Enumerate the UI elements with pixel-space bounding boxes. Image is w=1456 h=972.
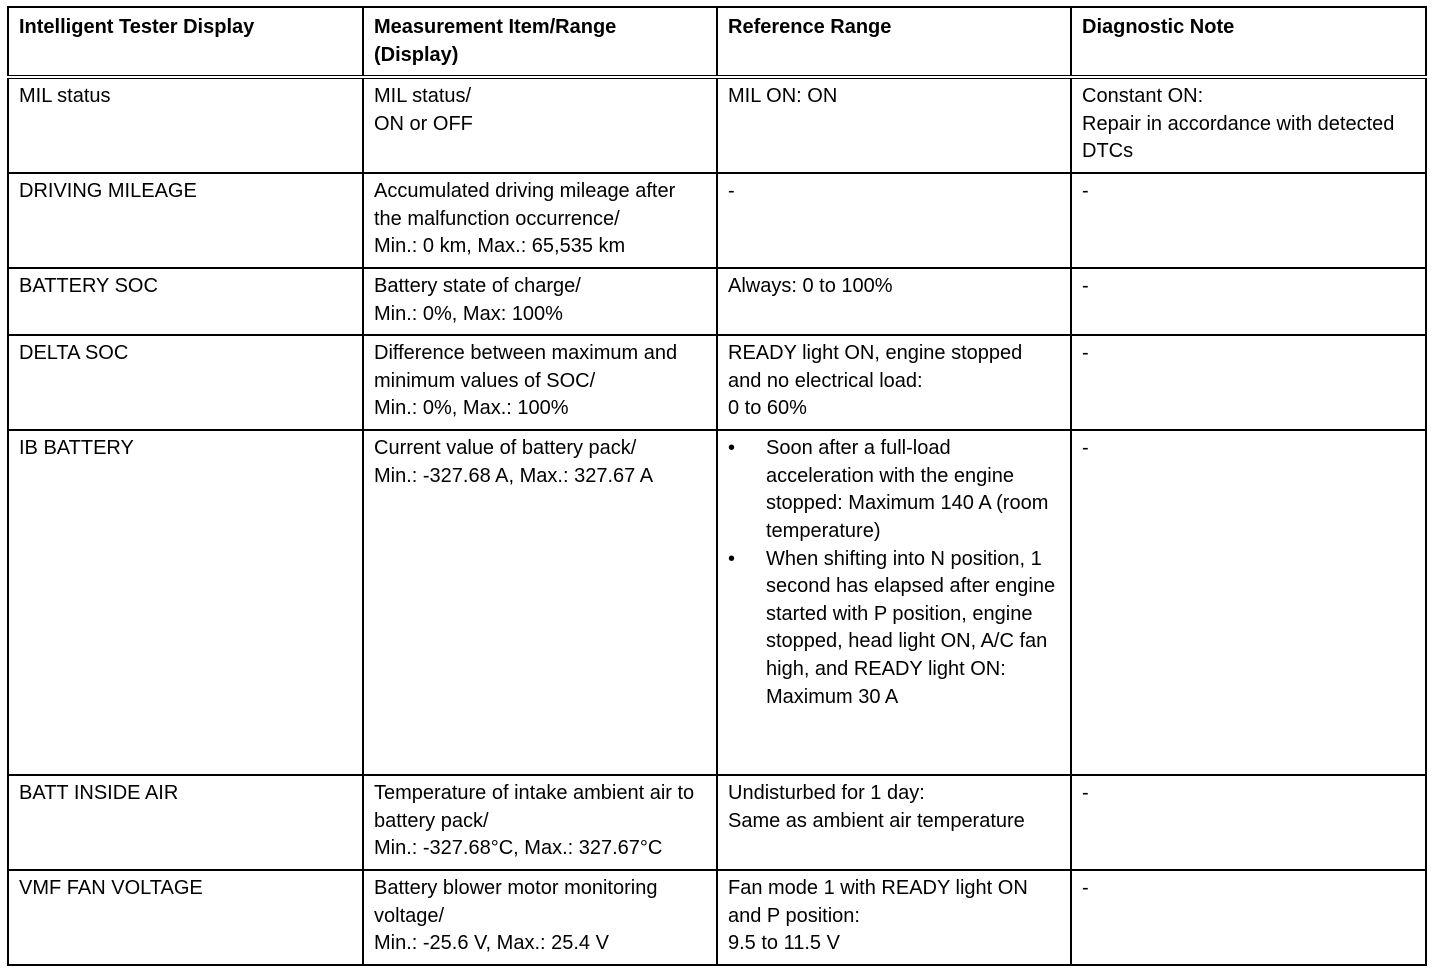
reference-line: MIL ON: ON bbox=[728, 85, 838, 108]
header-measurement-range: Measurement Item/Range (Display) bbox=[363, 7, 717, 77]
note-line: - bbox=[1082, 877, 1089, 900]
measurement-line: Min.: 0%, Max.: 100% bbox=[374, 397, 569, 420]
measurement-line: Min.: -327.68°C, Max.: 327.67°C bbox=[374, 837, 663, 860]
note-line: - bbox=[1082, 782, 1089, 805]
bullet-text: When shifting into N position, 1 second has elapsed after engine started with P position, engine stopped, head light ON, A/C fan high, and READY light ON: Maximum 30 A bbox=[766, 547, 1056, 708]
data-list-table bbox=[7, 6, 1427, 966]
measurement-line: Difference between maximum and minimum values of SOC/ bbox=[374, 342, 678, 392]
cell-reference bbox=[717, 173, 1071, 268]
note-line: Repair in accordance with detected DTCs bbox=[1082, 112, 1395, 163]
measurement-line: Current value of battery pack/ bbox=[374, 437, 637, 460]
cell-display: DRIVING MILEAGE bbox=[8, 173, 363, 268]
cell-measurement bbox=[363, 775, 717, 870]
cell-measurement bbox=[363, 268, 717, 335]
reference-line: - bbox=[728, 179, 735, 202]
cell-display: MIL status bbox=[8, 77, 363, 173]
table-header-row bbox=[8, 7, 1426, 77]
cell-measurement bbox=[363, 335, 717, 430]
cell-measurement bbox=[363, 77, 717, 173]
cell-note bbox=[1071, 268, 1426, 335]
reference-line: 9.5 to 11.5 V bbox=[728, 932, 840, 955]
measurement-line: ON or OFF bbox=[374, 112, 473, 135]
table-row bbox=[8, 173, 1426, 268]
cell-reference bbox=[717, 77, 1071, 173]
reference-line: 0 to 60% bbox=[728, 397, 807, 420]
list-item bbox=[728, 435, 1060, 545]
cell-display: IB BATTERY bbox=[8, 430, 363, 775]
measurement-line: Accumulated driving mileage after the malfunction occurrence/ bbox=[374, 179, 676, 230]
note-line: - bbox=[1082, 179, 1089, 202]
cell-reference bbox=[717, 268, 1071, 335]
table-row bbox=[8, 77, 1426, 173]
cell-note bbox=[1071, 870, 1426, 965]
measurement-line: Temperature of intake ambient air to battery pack/ bbox=[374, 782, 695, 832]
reference-line: READY light ON, engine stopped and no electrical load: bbox=[728, 342, 1023, 392]
header-reference-range: Reference Range bbox=[717, 7, 1071, 77]
table-row bbox=[8, 430, 1426, 775]
cell-reference bbox=[717, 775, 1071, 870]
cell-measurement bbox=[363, 173, 717, 268]
reference-line: Fan mode 1 with READY light ON and P position: bbox=[728, 877, 1028, 927]
cell-measurement bbox=[363, 870, 717, 965]
cell-note bbox=[1071, 430, 1426, 775]
cell-display: DELTA SOC bbox=[8, 335, 363, 430]
bullet-icon: • bbox=[728, 437, 736, 460]
measurement-line: Min.: -327.68 A, Max.: 327.67 A bbox=[374, 464, 654, 487]
reference-bullet-list bbox=[728, 435, 1060, 711]
measurement-line: Min.: 0 km, Max.: 65,535 km bbox=[374, 235, 626, 258]
bullet-icon: • bbox=[728, 547, 736, 570]
reference-line: Same as ambient air temperature bbox=[728, 809, 1025, 832]
list-item bbox=[728, 546, 1060, 712]
note-line: - bbox=[1082, 437, 1089, 460]
table-row bbox=[8, 775, 1426, 870]
cell-note bbox=[1071, 775, 1426, 870]
note-line: - bbox=[1082, 342, 1089, 365]
measurement-line: Min.: -25.6 V, Max.: 25.4 V bbox=[374, 932, 609, 955]
measurement-line: MIL status/ bbox=[374, 85, 472, 108]
reference-line: Undisturbed for 1 day: bbox=[728, 782, 925, 805]
reference-line: Always: 0 to 100% bbox=[728, 274, 893, 297]
cell-note bbox=[1071, 173, 1426, 268]
cell-display: BATTERY SOC bbox=[8, 268, 363, 335]
cell-reference bbox=[717, 430, 1071, 775]
cell-display: VMF FAN VOLTAGE bbox=[8, 870, 363, 965]
table-row bbox=[8, 335, 1426, 430]
cell-reference bbox=[717, 870, 1071, 965]
bullet-text: Soon after a full-load acceleration with the engine stopped: Maximum 140 A (room temperature) bbox=[766, 437, 1049, 542]
measurement-line: Min.: 0%, Max: 100% bbox=[374, 302, 563, 325]
table-row bbox=[8, 870, 1426, 965]
cell-note bbox=[1071, 335, 1426, 430]
header-diagnostic-note: Diagnostic Note bbox=[1071, 7, 1426, 77]
cell-note bbox=[1071, 77, 1426, 173]
cell-reference bbox=[717, 335, 1071, 430]
measurement-line: Battery blower motor monitoring voltage/ bbox=[374, 877, 658, 927]
measurement-line: Battery state of charge/ bbox=[374, 274, 581, 297]
cell-measurement bbox=[363, 430, 717, 775]
note-line: Constant ON: bbox=[1082, 85, 1204, 108]
table-row bbox=[8, 268, 1426, 335]
cell-display: BATT INSIDE AIR bbox=[8, 775, 363, 870]
note-line: - bbox=[1082, 274, 1089, 297]
header-tester-display: Intelligent Tester Display bbox=[8, 7, 363, 77]
